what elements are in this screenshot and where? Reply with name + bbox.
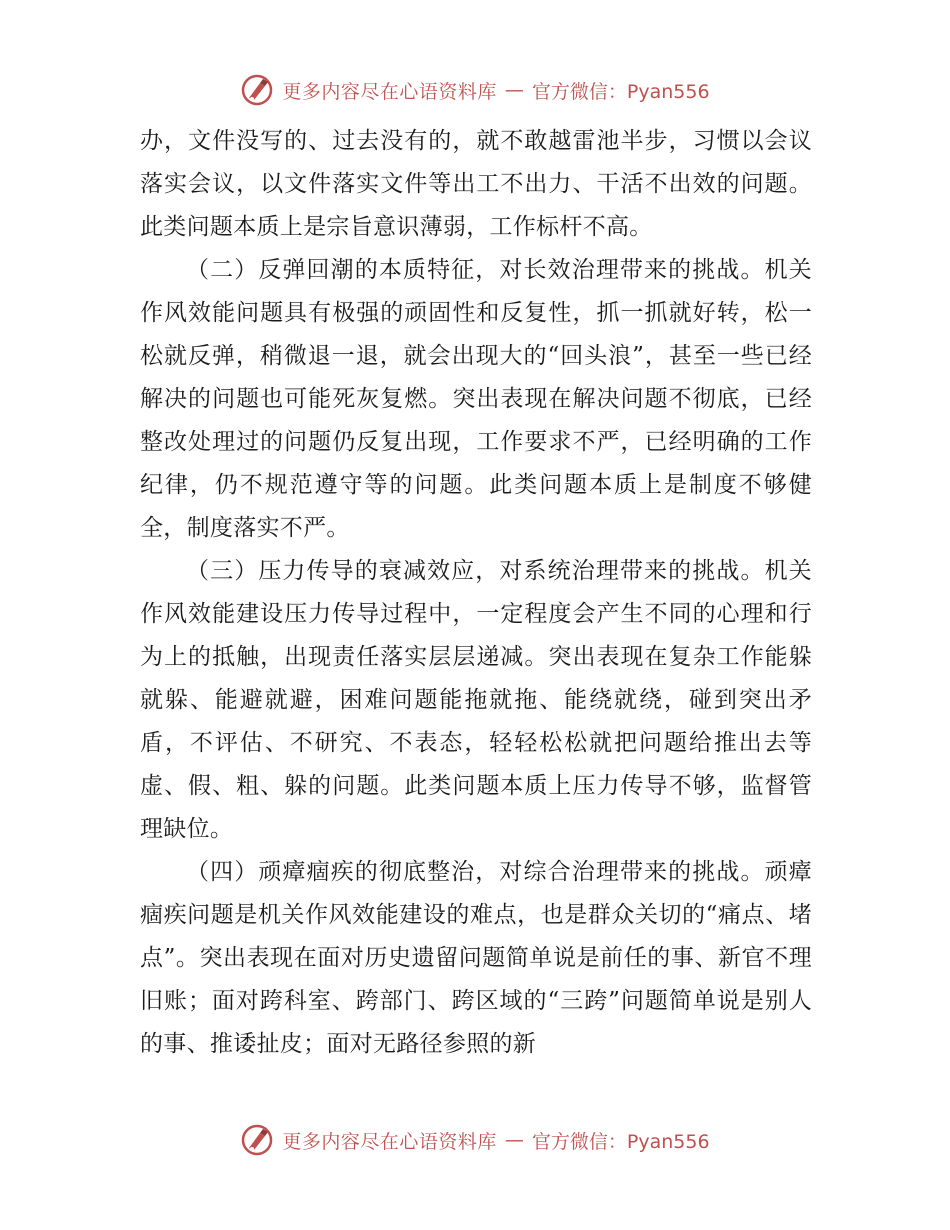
paragraph-section-3: （三）压力传导的衰减效应，对系统治理带来的挑战。机关作风效能建设压力传导过程中，一定程度会产生不同的心理和行为上的抵触，出现责任落实层层递减。突出表现在复杂工作能躲就躲、能避就避，困难问题能拖就拖、能绕就绕，碰到突出矛盾，不评估、不研究、不表态，轻轻松松就把问题给推出去等虚、假、粗、躲的问题。此类问题本质上压力传导不够，监督管理缺位。 (140, 558, 812, 842)
paragraph-section-4: （四）顽瘴痼疾的彻底整治，对综合治理带来的挑战。顽瘴痼疾问题是机关作风效能建设的难点，也是群众关切的“痛点、堵点”。突出表现在面对历史遗留问题简单说是前任的事、新官不理旧账；面对跨科室、跨部门、跨区域的“三跨”问题简单说是别人的事、推诿扯皮；面对无路径参照的新 (140, 859, 812, 1057)
pen-nib-circle-icon (240, 1123, 274, 1157)
watermark-contact-text: 官方微信：Pyan556 (531, 80, 710, 103)
pen-nib-circle-icon (240, 73, 274, 107)
paragraph-continuation: 办，文件没写的、过去没有的，就不敢越雷池半步，习惯以会议落实会议，以文件落实文件等出工不出力、干活不出效的问题。此类问题本质上是宗旨意识薄弱，工作标杆不高。 (140, 128, 812, 240)
footer-watermark (0, 1120, 950, 1160)
document-body (140, 120, 812, 1066)
watermark-separator: — (504, 1129, 524, 1151)
watermark-contact-text: 官方微信：Pyan556 (531, 1130, 710, 1153)
paragraph-section-2: （二）反弹回潮的本质特征，对长效治理带来的挑战。机关作风效能问题具有极强的顽固性和反复性，抓一抓就好转，松一松就反弹，稍微退一退，就会出现大的“回头浪”，甚至一些已经解决的问题也可能死灰复燃。突出表现在解决问题不彻底，已经整改处理过的问题仍反复出现，工作要求不严，已经明确的工作纪律，仍不规范遵守等的问题。此类问题本质上是制度不够健全，制度落实不严。 (140, 257, 812, 541)
watermark-main-text: 更多内容尽在心语资料库 (282, 1130, 497, 1153)
header-watermark (0, 70, 950, 110)
watermark-main-text: 更多内容尽在心语资料库 (282, 80, 497, 103)
watermark-separator: — (504, 79, 524, 101)
